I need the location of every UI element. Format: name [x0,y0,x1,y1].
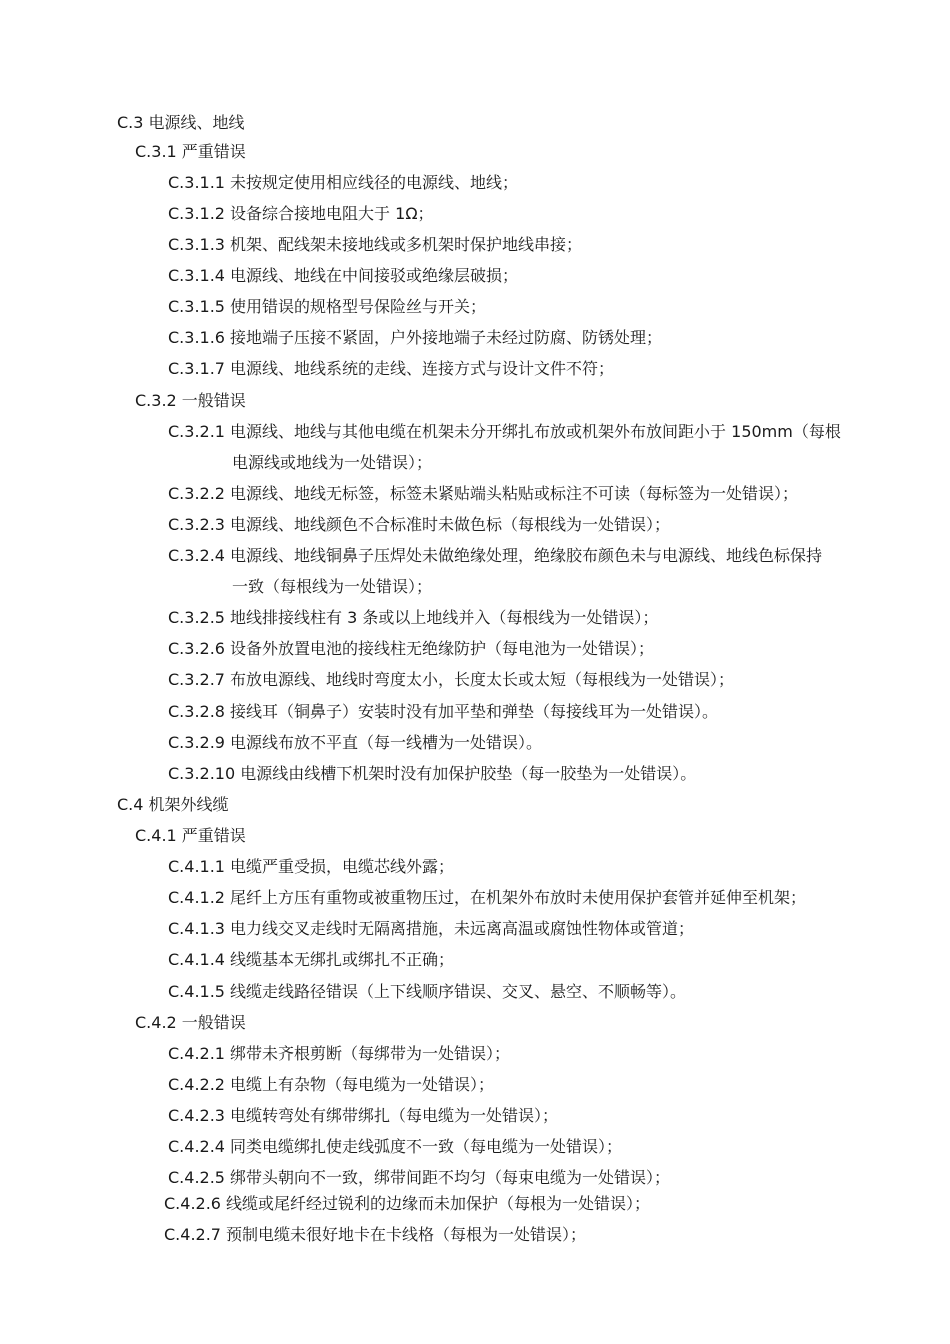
list-item: C.4.1.5 线缆走线路径错误（上下线顺序错误、交叉、悬空、不顺畅等）。 [168,982,687,1001]
list-item: C.3.1.5 使用错误的规格型号保险丝与开关； [168,297,487,316]
list-item: C.3.1.1 未按规定使用相应线径的电源线、地线； [168,173,519,192]
list-item: C.3.1.6 接地端子压接不紧固，户外接地端子未经过防腐、防锈处理； [168,328,663,347]
list-item: C.3.2.6 设备外放置电池的接线柱无绝缘防护（每电池为一处错误）； [168,639,655,658]
list-item: C.3.1.4 电源线、地线在中间接驳或绝缘层破损； [168,266,519,285]
list-item: C.4.1.4 线缆基本无绑扎或绑扎不正确； [168,950,455,969]
subsection-heading-c32: C.3.2 一般错误 [135,391,246,410]
list-item-continuation: 电源线或地线为一处错误）； [232,453,433,472]
list-item: C.4.1.3 电力线交叉走线时无隔离措施，未远离高温或腐蚀性物体或管道； [168,919,695,938]
list-item: C.3.2.1 电源线、地线与其他电缆在机架未分开绑扎布放或机架外布放间距小于 150mm（每根 [168,422,841,441]
list-item: C.4.1.2 尾纤上方压有重物或被重物压过，在机架外布放时未使用保护套管并延伸至机架； [168,888,807,907]
subsection-heading-c42: C.4.2 一般错误 [135,1013,246,1032]
list-item: C.3.2.2 电源线、地线无标签，标签未紧贴端头粘贴或标注不可读（每标签为一处错误）； [168,484,799,503]
list-item-continuation: 一致（每根线为一处错误）； [232,577,433,596]
list-item: C.4.1.1 电缆严重受损，电缆芯线外露； [168,857,455,876]
list-item: C.3.1.7 电源线、地线系统的走线、连接方式与设计文件不符； [168,359,615,378]
list-item: C.3.2.10 电源线由线槽下机架时没有加保护胶垫（每一胶垫为一处错误）。 [168,764,697,783]
list-item: C.3.2.8 接线耳（铜鼻子）安装时没有加平垫和弹垫（每接线耳为一处错误）。 [168,702,719,721]
list-item: C.4.2.7 预制电缆未很好地卡在卡线格（每根为一处错误）； [164,1225,587,1244]
list-item: C.4.2.1 绑带未齐根剪断（每绑带为一处错误）； [168,1044,511,1063]
list-item: C.4.2.3 电缆转弯处有绑带绑扎（每电缆为一处错误）； [168,1106,559,1125]
list-item: C.3.1.3 机架、配线架未接地线或多机架时保护地线串接； [168,235,583,254]
list-item: C.4.2.2 电缆上有杂物（每电缆为一处错误）； [168,1075,495,1094]
section-heading-c4: C.4 机架外线缆 [117,795,229,814]
list-item: C.3.2.9 电源线布放不平直（每一线槽为一处错误）。 [168,733,543,752]
list-item: C.3.1.2 设备综合接地电阻大于 1Ω； [168,204,434,223]
subsection-heading-c41: C.4.1 严重错误 [135,826,246,845]
list-item: C.3.2.4 电源线、地线铜鼻子压焊处未做绝缘处理，绝缘胶布颜色未与电源线、地线色标保持 [168,546,823,565]
list-item: C.3.2.3 电源线、地线颜色不合标准时未做色标（每根线为一处错误）； [168,515,671,534]
list-item: C.4.2.6 线缆或尾纤经过锐利的边缘而未加保护（每根为一处错误）； [164,1194,651,1213]
section-heading-c3: C.3 电源线、地线 [117,113,245,132]
list-item: C.4.2.5 绑带头朝向不一致，绑带间距不均匀（每束电缆为一处错误）； [168,1168,671,1187]
list-item: C.3.2.5 地线排接线柱有 3 条或以上地线并入（每根线为一处错误）； [168,608,659,627]
subsection-heading-c31: C.3.1 严重错误 [135,142,246,161]
list-item: C.4.2.4 同类电缆绑扎使走线弧度不一致（每电缆为一处错误）； [168,1137,623,1156]
list-item: C.3.2.7 布放电源线、地线时弯度太小，长度太长或太短（每根线为一处错误）； [168,670,735,689]
